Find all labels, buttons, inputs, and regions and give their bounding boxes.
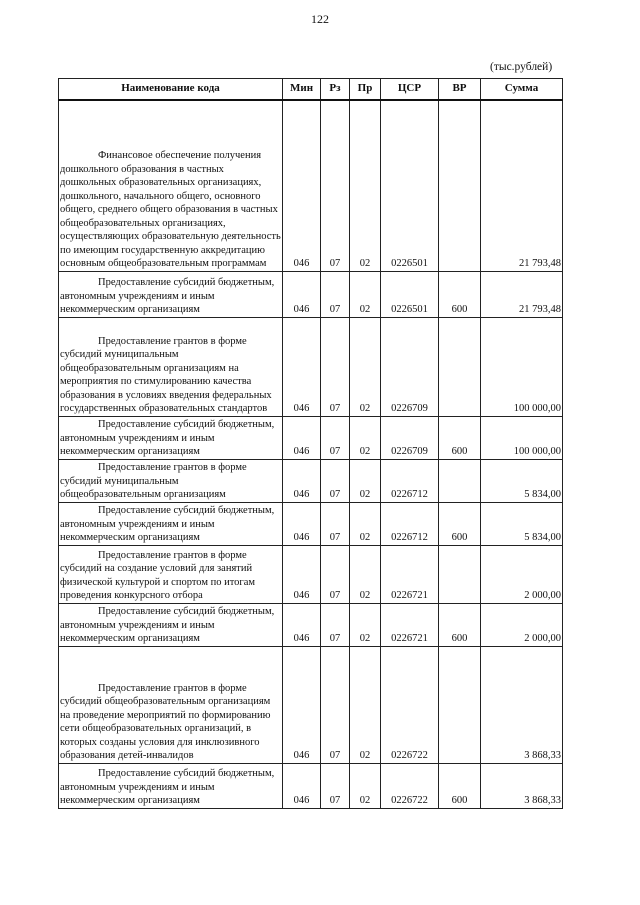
header-name: Наименование кода	[59, 79, 283, 101]
row-csr: 0226501	[381, 271, 439, 317]
row-min: 046	[283, 502, 321, 545]
row-pr: 02	[350, 271, 381, 317]
row-csr: 0226721	[381, 545, 439, 603]
row-sum: 21 793,48	[481, 271, 563, 317]
row-rz: 07	[321, 646, 350, 763]
header-pr: Пр	[350, 79, 381, 101]
header-vr: ВР	[439, 79, 481, 101]
row-min: 046	[283, 603, 321, 646]
row-min: 046	[283, 545, 321, 603]
row-csr: 0226709	[381, 416, 439, 459]
table-row	[59, 763, 563, 808]
table-header-row	[59, 79, 563, 101]
row-name-text: Финансовое обеспечение получения дошкольного образования в частных дошкольных образовательных организациях, дошкольного, начального общего, основного общего, среднего общего образования в частных общеобразовательных организациях, осуществляющих образовательную деятельность по имеющим государственную аккредитацию основным общеобразовательным программам	[60, 150, 281, 269]
row-sum: 2 000,00	[481, 545, 563, 603]
row-vr	[439, 646, 481, 763]
row-csr: 0226722	[381, 646, 439, 763]
row-name	[59, 459, 283, 502]
row-pr: 02	[350, 763, 381, 808]
row-name-text: Предоставление субсидий бюджетным, автономным учреждениям и иным некоммерческим организациям	[60, 606, 275, 644]
row-pr: 02	[350, 502, 381, 545]
row-min: 046	[283, 763, 321, 808]
budget-table	[58, 78, 563, 809]
row-rz: 07	[321, 100, 350, 271]
row-vr: 600	[439, 502, 481, 545]
row-pr: 02	[350, 459, 381, 502]
row-vr	[439, 545, 481, 603]
row-name-text: Предоставление грантов в форме субсидий на создание условий для занятий физической культурой и спортом по итогам проведения конкурсного отбора	[60, 549, 256, 601]
row-pr: 02	[350, 603, 381, 646]
row-rz: 07	[321, 603, 350, 646]
row-min: 046	[283, 646, 321, 763]
header-min: Мин	[283, 79, 321, 101]
row-name	[59, 545, 283, 603]
row-name	[59, 416, 283, 459]
row-rz: 07	[321, 317, 350, 416]
row-name-text: Предоставление грантов в форме субсидий муниципальным общеобразовательным организациям	[60, 462, 247, 500]
row-name-text: Предоставление грантов в форме субсидий общеобразовательным организациям на проведение мероприятий по формированию сети общеобразовательных организаций, в которых созданы условия для инклюзивного образования детей-инвалидов	[60, 682, 271, 761]
header-sum: Сумма	[481, 79, 563, 101]
row-rz: 07	[321, 271, 350, 317]
row-name-text: Предоставление субсидий бюджетным, автономным учреждениям и иным некоммерческим организациям	[60, 768, 275, 806]
row-vr: 600	[439, 603, 481, 646]
row-pr: 02	[350, 317, 381, 416]
row-rz: 07	[321, 502, 350, 545]
row-csr: 0226709	[381, 317, 439, 416]
row-sum: 100 000,00	[481, 317, 563, 416]
table-row	[59, 502, 563, 545]
row-min: 046	[283, 100, 321, 271]
row-vr	[439, 100, 481, 271]
row-name	[59, 603, 283, 646]
row-vr	[439, 459, 481, 502]
row-sum: 100 000,00	[481, 416, 563, 459]
row-vr: 600	[439, 271, 481, 317]
row-sum: 2 000,00	[481, 603, 563, 646]
row-pr: 02	[350, 646, 381, 763]
row-name	[59, 646, 283, 763]
row-min: 046	[283, 271, 321, 317]
table-row	[59, 100, 563, 271]
header-csr: ЦСР	[381, 79, 439, 101]
row-name	[59, 271, 283, 317]
table-row	[59, 317, 563, 416]
table-row	[59, 459, 563, 502]
row-pr: 02	[350, 545, 381, 603]
row-name	[59, 317, 283, 416]
row-vr: 600	[439, 763, 481, 808]
row-sum: 3 868,33	[481, 763, 563, 808]
table-row	[59, 271, 563, 317]
row-rz: 07	[321, 545, 350, 603]
row-sum: 21 793,48	[481, 100, 563, 271]
header-rz: Рз	[321, 79, 350, 101]
row-csr: 0226712	[381, 502, 439, 545]
row-name-text: Предоставление субсидий бюджетным, автономным учреждениям и иным некоммерческим организациям	[60, 277, 275, 315]
row-csr: 0226712	[381, 459, 439, 502]
table-row	[59, 603, 563, 646]
row-name	[59, 502, 283, 545]
row-min: 046	[283, 317, 321, 416]
row-sum: 5 834,00	[481, 502, 563, 545]
table-row	[59, 416, 563, 459]
row-pr: 02	[350, 100, 381, 271]
row-name-text: Предоставление субсидий бюджетным, автономным учреждениям и иным некоммерческим организациям	[60, 419, 275, 457]
units-label: (тыс.рублей)	[490, 61, 553, 73]
table-row	[59, 545, 563, 603]
row-rz: 07	[321, 416, 350, 459]
row-vr	[439, 317, 481, 416]
row-vr: 600	[439, 416, 481, 459]
row-rz: 07	[321, 459, 350, 502]
row-rz: 07	[321, 763, 350, 808]
row-sum: 3 868,33	[481, 646, 563, 763]
row-csr: 0226501	[381, 100, 439, 271]
row-csr: 0226721	[381, 603, 439, 646]
row-csr: 0226722	[381, 763, 439, 808]
row-sum: 5 834,00	[481, 459, 563, 502]
row-name-text: Предоставление грантов в форме субсидий муниципальным общеобразовательным организациям на мероприятия по стимулированию качества образования в условиях введения федеральных государственных образовательных стандартов	[60, 335, 272, 414]
row-min: 046	[283, 416, 321, 459]
row-name	[59, 763, 283, 808]
table-row	[59, 646, 563, 763]
row-min: 046	[283, 459, 321, 502]
row-name	[59, 100, 283, 271]
page-number: 122	[311, 12, 329, 26]
row-pr: 02	[350, 416, 381, 459]
row-name-text: Предоставление субсидий бюджетным, автономным учреждениям и иным некоммерческим организациям	[60, 505, 275, 543]
